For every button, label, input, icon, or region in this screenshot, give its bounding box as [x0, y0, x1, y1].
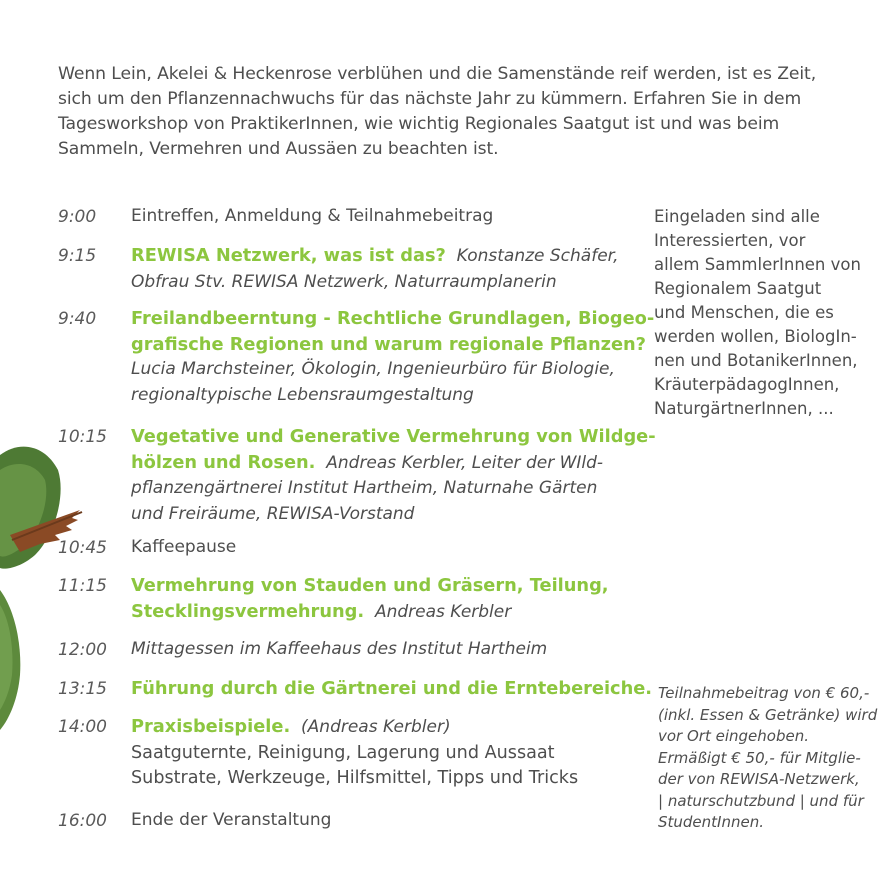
intro-line: Wenn Lein, Akelei & Heckenrose verblühen und die Samenstände reif werden, ist es Zeit, — [58, 64, 817, 84]
entry-speaker: Konstanze Schäfer, — [456, 246, 619, 266]
intro-line: Sammeln, Vermehren und Aussäen zu beachten ist. — [58, 139, 499, 159]
schedule-entry — [131, 535, 631, 561]
entry-speaker: Andreas Kerbler — [374, 601, 512, 622]
invitation-line: und Menschen, die es — [654, 303, 834, 322]
schedule-entry — [131, 573, 631, 625]
invitation-line: Interessierten, vor — [654, 231, 806, 250]
schedule-entry — [131, 424, 656, 527]
entry-detail: Substrate, Werkzeuge, Hilfsmittel, Tipps und Tricks — [131, 768, 579, 788]
schedule-entry — [131, 204, 631, 230]
schedule-entry — [131, 243, 631, 295]
entry-speaker: (Andreas Kerbler) — [301, 717, 451, 737]
fee-line: StudentInnen. — [658, 813, 764, 831]
entry-detail: Saatguternte, Reinigung, Lagerung und Aussaat — [131, 742, 555, 763]
schedule-time: 13:15 — [58, 679, 107, 699]
fee-note — [658, 683, 878, 834]
schedule-time: 16:00 — [58, 811, 107, 831]
invitation-line: nen und BotanikerInnen, — [654, 351, 858, 370]
schedule-entry — [131, 306, 655, 408]
entry-title: hölzen und Rosen. — [131, 451, 316, 473]
schedule-time: 14:00 — [58, 717, 107, 737]
schedule-time: 10:45 — [58, 538, 107, 558]
entry-title: Praxisbeispiele. — [131, 716, 291, 737]
fee-line: Ermäßigt € 50,- für Mitglie- — [658, 748, 861, 767]
entry-title: Vegetative und Generative Vermehrung von Wildge- — [131, 426, 656, 447]
fee-line: Teilnahmebeitrag von € 60,- — [658, 684, 870, 702]
entry-text: Eintreffen, Anmeldung & Teilnahmebeitrag — [131, 206, 494, 226]
schedule-time: 12:00 — [58, 640, 107, 660]
schedule-time: 9:15 — [58, 246, 97, 266]
invitation-line: allem SammlerInnen von — [654, 255, 861, 274]
invitation-line: Regionalem Saatgut — [654, 279, 822, 298]
entry-title: Freilandbeerntung - Rechtliche Grundlagen, Biogeo- — [131, 308, 655, 329]
entry-title: Vermehrung von Stauden und Gräsern, Teilung, — [131, 575, 609, 596]
entry-title: Führung durch die Gärtnerei und die Erntebereiche. — [131, 678, 653, 699]
fee-line: (inkl. Essen & Getränke) wird — [658, 705, 878, 724]
invitation-line: NaturgärtnerInnen, ... — [654, 399, 834, 418]
schedule-entry — [131, 808, 631, 834]
entry-text: Ende der Veranstaltung — [131, 810, 332, 830]
fee-line: der von REWISA-Netzwerk, — [658, 770, 860, 788]
entry-speaker: Lucia Marchsteiner, Ökologin, Ingenieurbüro für Biologie, — [131, 359, 615, 379]
schedule-time: 9:00 — [58, 207, 97, 227]
fee-line: | naturschutzbund | und für — [658, 791, 864, 810]
entry-title: Stecklingsvermehrung. — [131, 600, 365, 622]
invitation-line: Eingeladen sind alle — [654, 207, 820, 226]
invitation-line: KräuterpädagogInnen, — [654, 375, 840, 394]
entry-title: grafische Regionen und warum regionale Pflanzen? — [131, 333, 646, 355]
entry-speaker: und Freiräume, REWISA-Vorstand — [131, 503, 415, 524]
schedule-time: 9:40 — [58, 309, 97, 329]
entry-title: REWISA Netzwerk, was ist das? — [131, 245, 446, 266]
schedule — [58, 0, 656, 887]
schedule-time: 10:15 — [58, 427, 107, 447]
schedule-entry — [131, 714, 631, 792]
schedule-entry — [131, 676, 653, 702]
intro-line: Tagesworkshop von PraktikerInnen, wie wichtig Regionales Saatgut ist und was beim — [58, 114, 780, 134]
entry-speaker: Obfrau Stv. REWISA Netzwerk, Naturraumplanerin — [131, 271, 557, 292]
intro-line: sich um den Pflanzennachwuchs für das nächste Jahr zu kümmern. Erfahren Sie in dem — [58, 89, 802, 109]
entry-text: Mittagessen im Kaffeehaus des Institut Hartheim — [131, 639, 548, 659]
schedule-entry — [131, 637, 631, 663]
invitation-note — [654, 205, 874, 421]
invitation-line: werden wollen, BiologIn- — [654, 327, 857, 346]
entry-speaker: pflanzengärtnerei Institut Hartheim, Naturnahe Gärten — [131, 478, 598, 498]
schedule-time: 11:15 — [58, 576, 107, 596]
entry-speaker: Andreas Kerbler, Leiter der WIld- — [326, 452, 604, 473]
entry-speaker: regionaltypische Lebensraumgestaltung — [131, 384, 474, 405]
entry-text: Kaffeepause — [131, 537, 237, 557]
fee-line: vor Ort eingehoben. — [658, 727, 809, 745]
